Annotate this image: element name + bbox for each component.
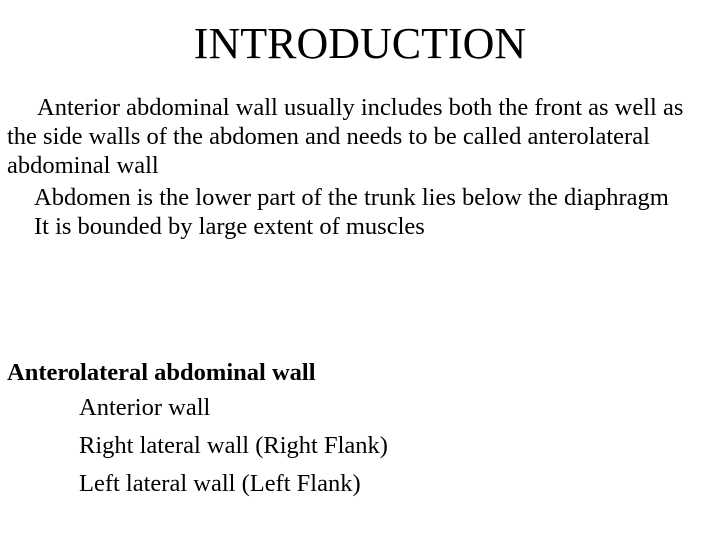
list-item-anterior-wall: Anterior wall — [79, 394, 211, 421]
wall-list — [7, 389, 713, 503]
paragraph-anterior-wall: Anterior abdominal wall usually includes both the front as well as the side walls of the abdomen and needs to be called anterolateral abdominal wall — [7, 94, 684, 179]
list-item-left-lateral-wall: Left lateral wall (Left Flank) — [79, 470, 361, 497]
section-heading: Anterolateral abdominal wall — [7, 359, 316, 386]
paragraph-muscles: It is bounded by large extent of muscles — [34, 213, 425, 240]
slide-title: INTRODUCTION — [193, 19, 527, 68]
list-item-right-lateral-wall: Right lateral wall (Right Flank) — [79, 432, 388, 459]
intro-text — [7, 93, 713, 241]
anterolateral-section — [7, 357, 713, 503]
paragraph-abdomen-definition: Abdomen is the lower part of the trunk lies below the diaphragm — [34, 184, 669, 211]
